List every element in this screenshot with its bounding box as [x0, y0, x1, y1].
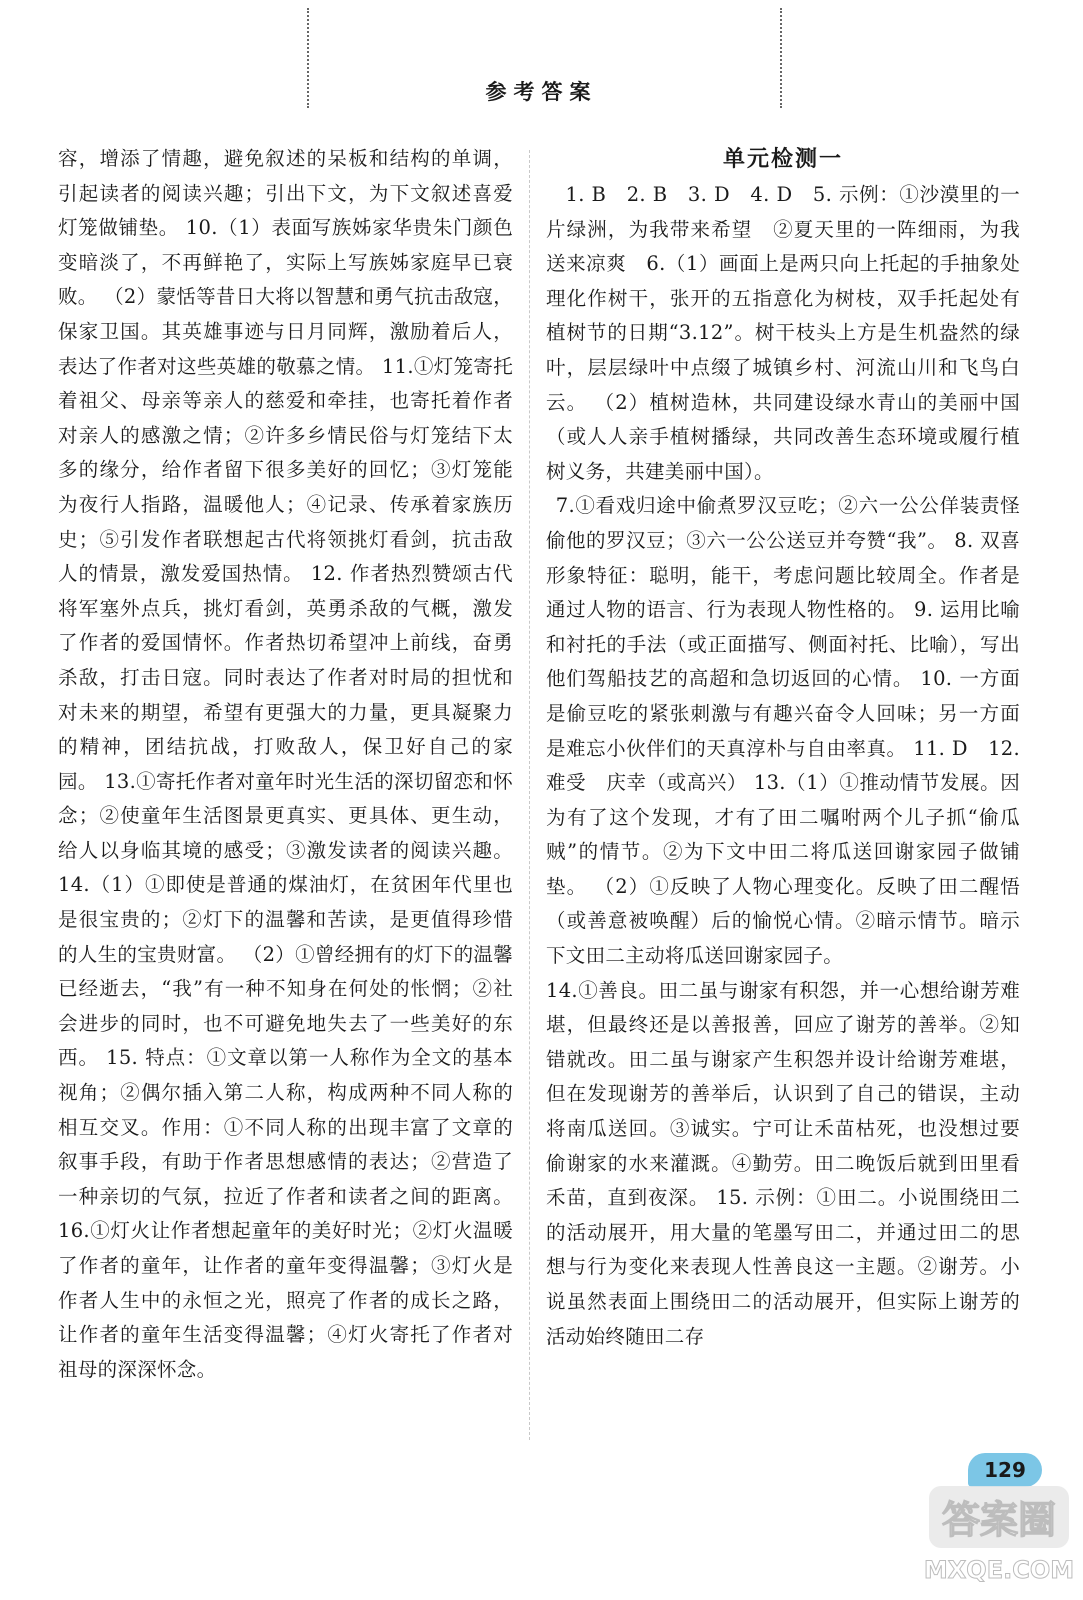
answer-paragraph: 7.①看戏归途中偷煮罗汉豆吃；②六一公公佯装责怪偷他的罗汉豆；③六一公公送豆并夸赞“我”。 8. 双喜形象特征：聪明，能干，考虑问题比较周全。作者是通过人物的语言、行为表现人物性格的。 9. 运用比喻和衬托的手法（或正面描写、侧面衬托、比喻），写出他们驾船技艺的高超和急切返回的心情。 10. 一方面是偷豆吃的紧张刺激与有趣兴奋令人回味；另一方面是难忘小伙伴们的天真淳朴与自由率真。 11. D 12. 难受 庆幸（或高兴） 13.（1）①推动情节发展。因为有了这个发现，才有了田二嘱咐两个儿子抓“偷瓜贼”的情节。②为下文中田二将瓜送回谢家园子做铺垫。 （2）①反映了人物心理变化。反映了田二醒悟（或善意被唤醒）后的愉悦心情。②暗示情节。暗示下文田二主动将瓜送回谢家园子。: [546, 494, 1020, 968]
column-divider: [529, 150, 530, 1440]
watermark-graphic: [925, 1478, 1075, 1593]
section-title: 单元检测一: [722, 147, 843, 172]
watermark-logo: [925, 1478, 1075, 1593]
left-answer-column: [58, 142, 513, 1387]
page-number-badge: 129: [968, 1453, 1042, 1487]
svg-text:MXQE.COM: MXQE.COM: [925, 1556, 1075, 1584]
answer-paragraph: 1. B 2. B 3. D 4. D 5. 示例：①沙漠里的一片绿洲，为我带来希望 ②夏天里的一阵细雨，为我送来凉爽 6.（1）画面上是两只向上托起的手抽象处理化作树干，张开的五指意化为树枝，双手托起处有植树节的日期“3.12”。树干枝头上方是生机盎然的绿叶，层层绿叶中点缀了城镇乡村、河流山川和飞鸟白云。 （2）植树造林，共同建设绿水青山的美丽中国（或人人亲手植树播绿，共同改善生态环境或履行植树义务，共建美丽中国）。: [546, 183, 1020, 483]
right-answer-column: [546, 142, 1020, 1354]
answer-paragraph: 容，增添了情趣，避免叙述的呆板和结构的单调，引起读者的阅读兴趣；引出下文，为下文叙述喜爱灯笼做铺垫。 10.（1）表面写族姊家华贵朱门颜色变暗淡了，不再鲜艳了，实际上写族姊家庭早已衰败。 （2）蒙恬等昔日大将以智慧和勇气抗击敌寇，保家卫国。其英雄事迹与日月同辉，激励着后人，表达了作者对这些英雄的敬慕之情。 11.①灯笼寄托着祖父、母亲等亲人的慈爱和牵挂，也寄托着作者对亲人的感激之情；②许多乡情民俗与灯笼结下太多的缘分，给作者留下很多美好的回忆；③灯笼能为夜行人指路，温暖他人；④记录、传承着家族历史；⑤引发作者联想起古代将领挑灯看剑，抗击敌人的情景，激发爱国热情。 12. 作者热烈赞颂古代将军塞外点兵，挑灯看剑，英勇杀敌的气概，激发了作者的爱国情怀。作者热切希望冲上前线，奋勇杀敌，打击日寇。同时表达了作者对时局的担忧和对未来的期望，希望有更强大的力量，更具凝聚力的精神，团结抗战，打败敌人，保卫好自己的家园。 13.①寄托作者对童年时光生活的深切留恋和怀念；②使童年生活图景更真实、更具体、更生动，给人以身临其境的感受；③激发读者的阅读兴趣。 14.（1）①即使是普通的煤油灯，在贫困年代里也是很宝贵的；②灯下的温馨和苦读，是更值得珍惜的人生的宝贵财富。 （2）①曾经拥有的灯下的温馨已经逝去，“我”有一种不知身在何处的怅惘；②社会进步的同时，也不可避免地失去了一些美好的东西。 15. 特点：①文章以第一人称作为全文的基本视角；②偶尔插入第二人称，构成两种不同人称的相互交叉。作用：①不同人称的出现丰富了文章的叙事手段，有助于作者思想感情的表达；②营造了一种亲切的气氛，拉近了作者和读者之间的距离。 16.①灯火让作者想起童年的美好时光；②灯火温暖了作者的童年，让作者的童年变得温馨；③灯火是作者人生中的永恒之光，照亮了作者的成长之路，让作者的童年生活变得温馨；④灯火寄托了作者对祖母的深深怀念。: [58, 147, 513, 1381]
answer-paragraph: 14.①善良。田二虽与谢家有积怨，并一心想给谢芳难堪，但最终还是以善报善，回应了谢芳的善举。②知错就改。田二虽与谢家产生积怨并设计给谢芳难堪，但在发现谢芳的善举后，认识到了自己的错误，主动将南瓜送回。③诚实。宁可让禾苗枯死，也没想过要偷谢家的水来灌溉。④勤劳。田二晚饭后就到田里看禾苗，直到夜深。 15. 示例：①田二。小说围绕田二的活动展开，用大量的笔墨写田二，并通过田二的思想与行为变化来表现人性善良这一主题。②谢芳。小说虽然表面上围绕田二的活动展开，但实际上谢芳的活动始终随田二存: [546, 978, 1020, 1348]
page-header-title: 参考答案: [485, 80, 598, 104]
svg-text:答案圈: 答案圈: [941, 1498, 1057, 1542]
